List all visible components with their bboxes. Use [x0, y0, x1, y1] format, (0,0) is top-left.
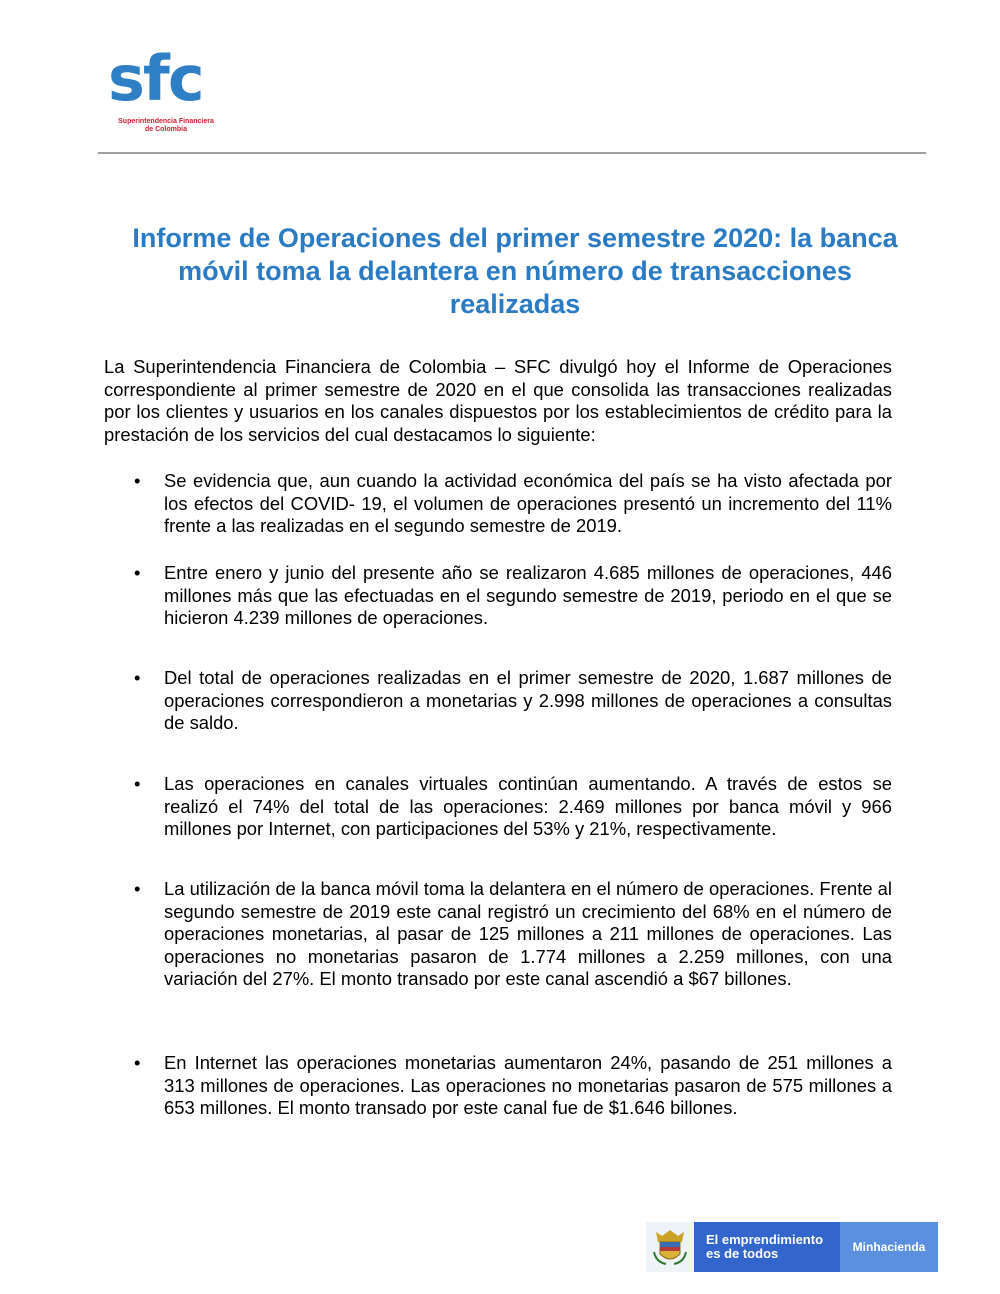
bullet-text: Se evidencia que, aun cuando la actividad económica del país se ha visto afectada por los efectos del COVID- 19, el volumen de operaciones presentó un incremento del 11% frente a las realizadas en el segundo semestre de 2019.: [164, 470, 892, 536]
logo-subtitle-line2: de Colombia: [144, 126, 187, 133]
logo-subtitle-line1: Superintendencia Financiera: [118, 118, 214, 125]
bullet-dot: •: [134, 470, 141, 491]
sfc-logo: [108, 44, 224, 136]
document-title: Informe de Operaciones del primer semestre 2020: la banca móvil toma la delantera en número de transacciones realizadas: [132, 223, 898, 319]
slogan-line1: El emprendimiento: [706, 1232, 824, 1247]
bullet-dot: •: [134, 667, 141, 688]
intro-paragraph: La Superintendencia Financiera de Colombia – SFC divulgó hoy el Informe de Operaciones correspondiente al primer semestre de 2020 en el que consolida las transacciones realizadas por los clientes y usuarios en los canales dispuestos por los establecimientos de crédito para la prestación de los servicios del cual destacamos lo siguiente:: [104, 356, 892, 445]
bullet-item: [104, 562, 892, 630]
bullet-text: Del total de operaciones realizadas en el primer semestre de 2020, 1.687 millones de operaciones correspondieron a monetarias y 2.998 millones de operaciones a consultas de saldo.: [164, 667, 892, 733]
bullet-item: [104, 667, 892, 735]
bullet-text: Las operaciones en canales virtuales continúan aumentando. A través de estos se realizó el 74% del total de las operaciones: 2.469 millones por banca móvil y 966 millones por Internet, con participaciones del 53% y 21%, respectivamente.: [164, 773, 892, 839]
bullet-dot: •: [134, 773, 141, 794]
bullet-item: [104, 1052, 892, 1120]
bullet-text: Entre enero y junio del presente año se realizaron 4.685 millones de operaciones, 446 millones más que las efectuadas en el segundo semestre de 2019, periodo en el que se hicieron 4.239 millones de operaciones.: [164, 562, 892, 628]
bullet-item: [104, 878, 892, 991]
header-divider: [98, 152, 926, 154]
government-footer-badge: [646, 1222, 938, 1272]
bullet-dot: •: [134, 1052, 141, 1073]
logo-wordmark: sfc: [108, 42, 203, 115]
bullet-text: En Internet las operaciones monetarias aumentaron 24%, pasando de 251 millones a 313 millones de operaciones. Las operaciones no monetarias pasaron de 575 millones a 653 millones. El monto transado por este canal fue de $1.646 billones.: [164, 1052, 892, 1118]
slogan-line2: es de todos: [706, 1246, 779, 1261]
bullet-item: [104, 470, 892, 538]
bullet-text: La utilización de la banca móvil toma la delantera en el número de operaciones. Frente al segundo semestre de 2019 este canal registró un crecimiento del 68% en el número de operaciones monetarias, al pasar de 125 millones a 211 millones de operaciones. Las operaciones no monetarias pasaron de 1.774 millones a 2.259 millones, con una variación del 27%. El monto transado por este canal ascendió a $67 billones.: [164, 878, 892, 989]
bullet-item: [104, 773, 892, 841]
bullet-dot: •: [134, 562, 141, 583]
ministry-label: Minhacienda: [840, 1222, 938, 1272]
bullet-dot: •: [134, 878, 141, 899]
slogan-box: [694, 1222, 840, 1272]
colombia-crest-icon: [646, 1222, 694, 1272]
